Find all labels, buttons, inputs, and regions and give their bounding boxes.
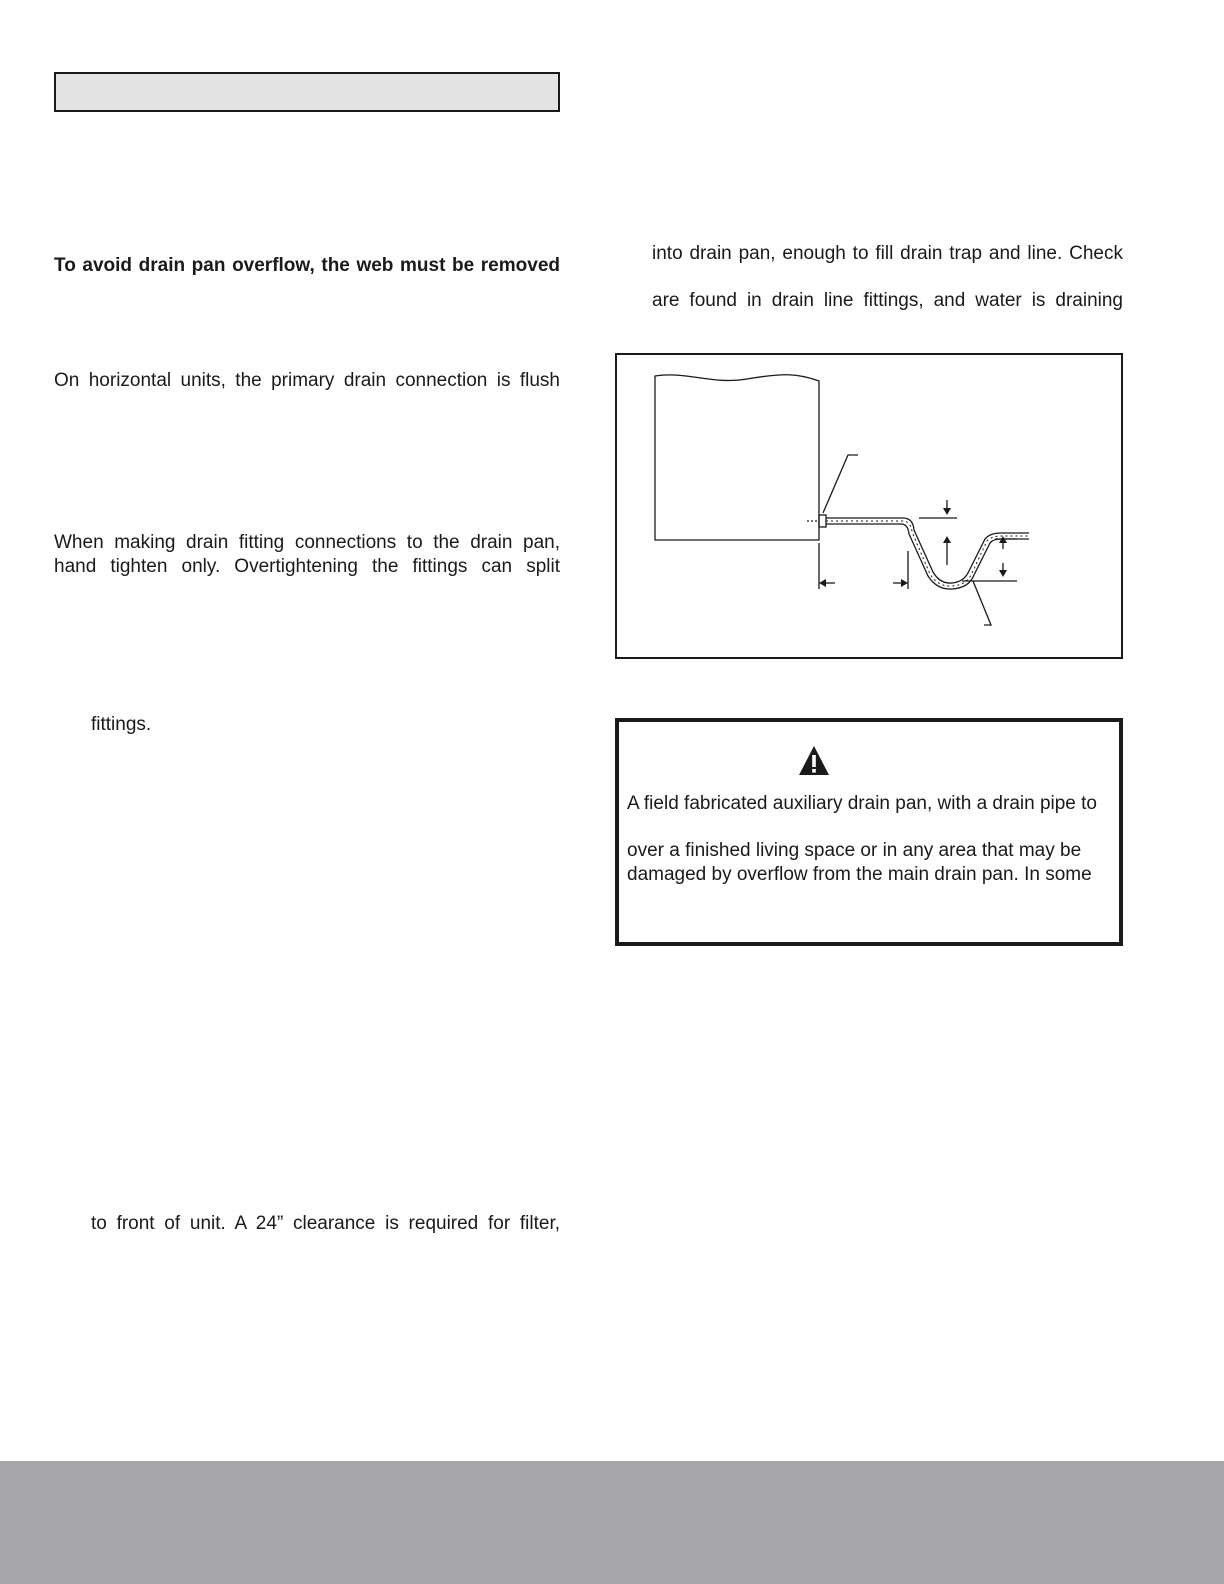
fill-drain-trap-text: into drain pan, enough to fill drain trap and line. Check: [652, 243, 1123, 264]
drain-pipe-bottom-edge: [826, 524, 1029, 589]
warning-text-line-1: A field fabricated auxiliary drain pan, with a drain pipe to: [627, 793, 1097, 814]
drain-trap-figure: [615, 353, 1123, 659]
drain-trap-diagram: [617, 355, 1121, 657]
warning-text-line-2: over a finished living space or in any area that may be: [627, 840, 1082, 861]
section-header-box: [54, 72, 560, 112]
warning-triangle-icon: [797, 744, 831, 778]
drain-connection-leader: [823, 455, 858, 513]
arrow-right-1: [901, 579, 908, 587]
trap-leader: [973, 581, 991, 625]
drain-fitting-text-line-2: hand tighten only. Overtightening the fittings can split: [54, 556, 560, 577]
clearance-text: to front of unit. A 24” clearance is required for filter,: [91, 1213, 560, 1234]
horizontal-units-text: On horizontal units, the primary drain connection is flush: [54, 370, 560, 391]
arrow-down-2: [999, 570, 1007, 577]
drain-fitting-text-line-1: When making drain fitting connections to the drain pan,: [54, 532, 560, 553]
arrow-up-1: [943, 536, 951, 543]
drain-pipe-top-edge: [826, 518, 1029, 583]
arrow-left-1: [819, 579, 826, 587]
fittings-text: fittings.: [91, 714, 152, 735]
drain-overflow-warning-text: To avoid drain pan overflow, the web must be removed: [54, 255, 560, 276]
arrow-down-1: [943, 508, 951, 515]
unit-cabinet: [655, 375, 819, 540]
warning-box: [615, 718, 1123, 946]
drain-line-fittings-text: are found in drain line fittings, and water is draining: [652, 290, 1123, 311]
warning-text-line-3: damaged by overflow from the main drain pan. In some: [627, 864, 1092, 885]
drain-connection-fitting: [819, 515, 826, 527]
footer-bar: [0, 1461, 1224, 1584]
